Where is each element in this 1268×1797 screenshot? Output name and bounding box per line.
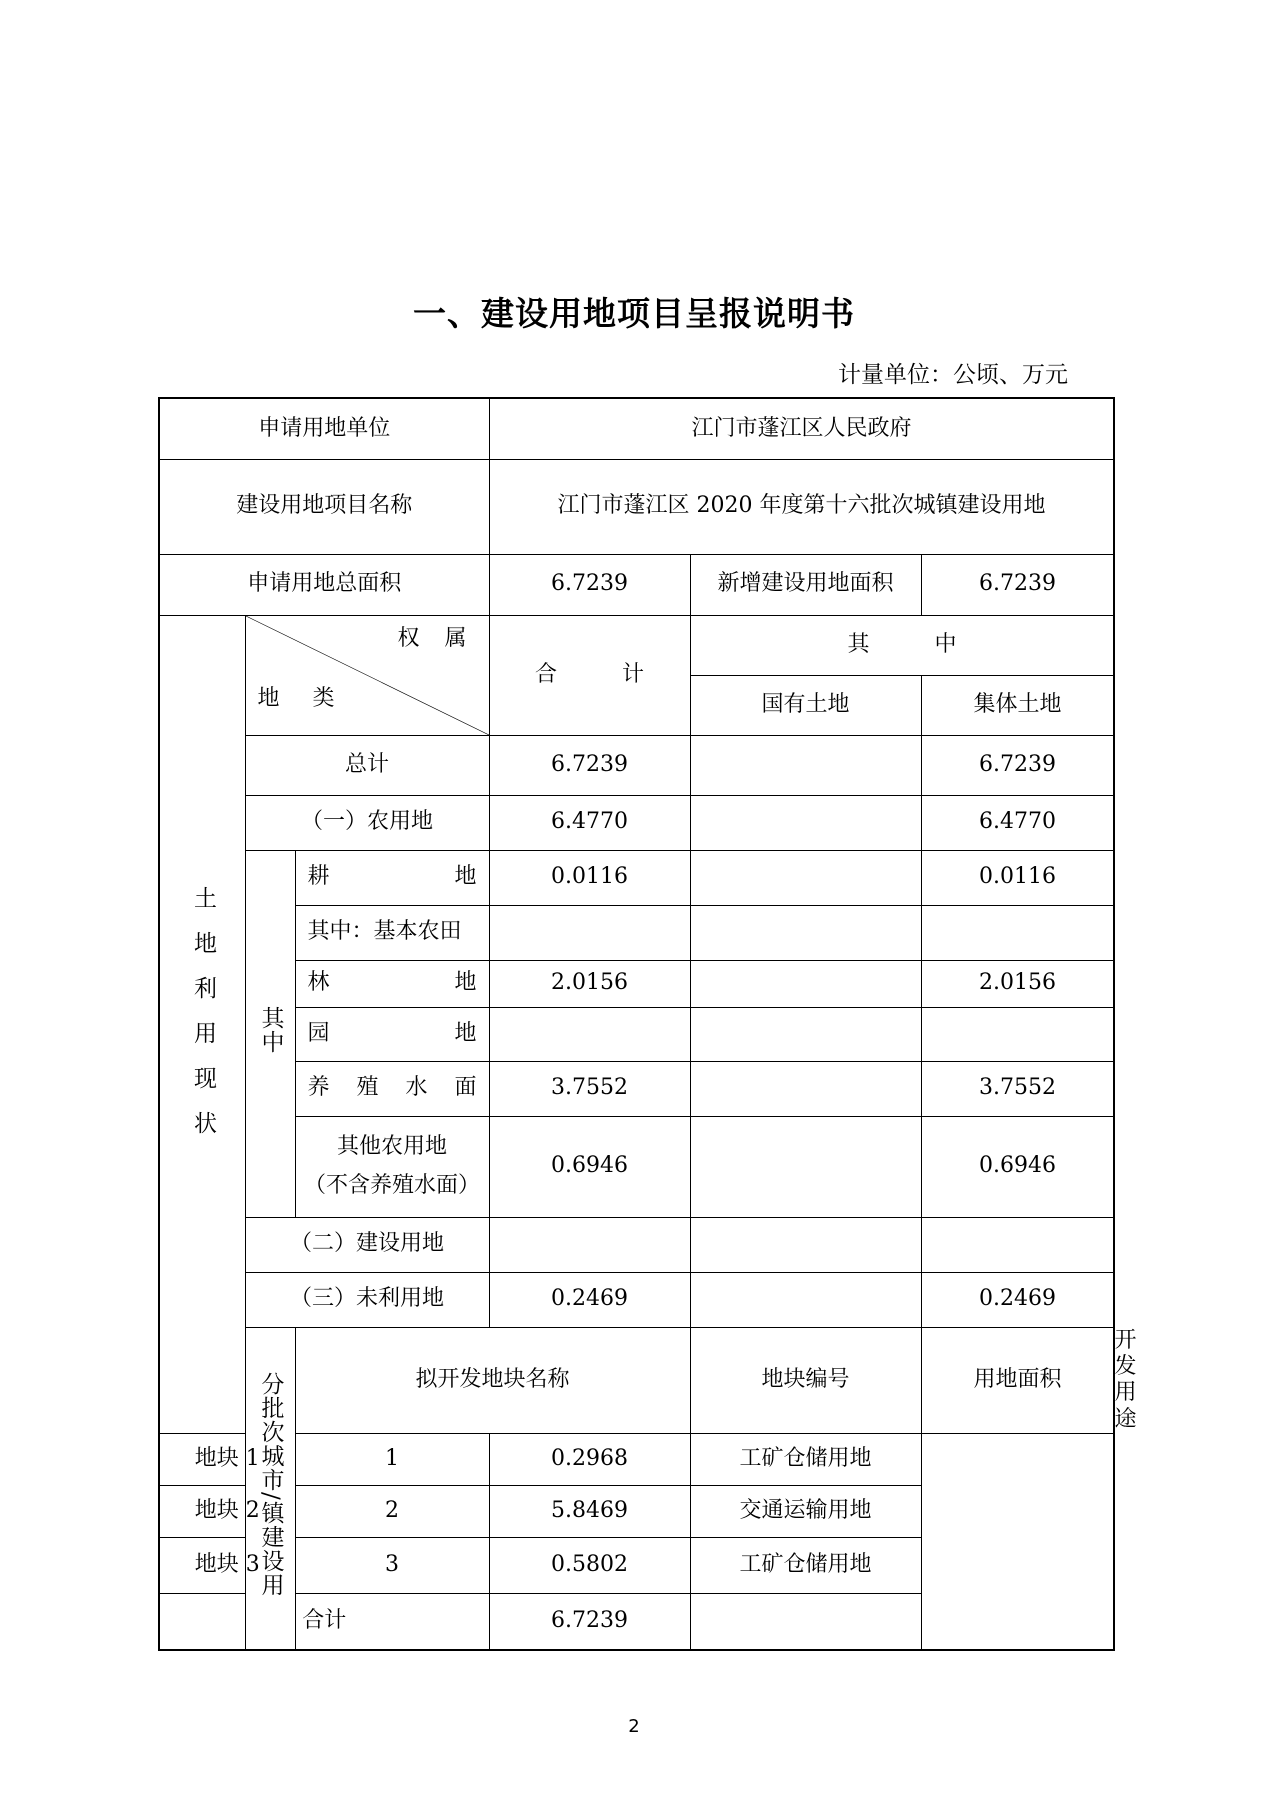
row-state xyxy=(690,1272,921,1327)
plot-code: 2 xyxy=(295,1486,489,1538)
table-row xyxy=(159,795,1114,850)
page-number: 2 xyxy=(628,1716,640,1737)
new-area-value: 6.7239 xyxy=(921,554,1114,615)
row-sum xyxy=(489,1217,690,1272)
row-label: （一）农用地 xyxy=(245,795,489,850)
plot-area: 0.5802 xyxy=(489,1538,690,1594)
row-label: 其他农用地 （不含养殖水面） xyxy=(295,1116,489,1217)
among-label: 其中 xyxy=(257,1005,284,1054)
header-total: 合 计 xyxy=(489,615,690,735)
row-sum: 3.7552 xyxy=(489,1061,690,1116)
plot-code: 3 xyxy=(295,1538,489,1594)
land-use-table xyxy=(158,397,1137,1651)
row-label: 耕 地 xyxy=(295,850,489,905)
batch-total-use xyxy=(690,1594,921,1650)
plot-name: 地块 3 xyxy=(159,1538,295,1594)
plot-use: 交通运输用地 xyxy=(690,1486,921,1538)
new-area-label: 新增建设用地面积 xyxy=(690,554,921,615)
plot-area: 5.8469 xyxy=(489,1486,690,1538)
header-among: 其 中 xyxy=(690,615,1114,675)
row-state xyxy=(690,1116,921,1217)
plot-use: 工矿仓储用地 xyxy=(690,1434,921,1486)
diagonal-header-cell xyxy=(245,615,489,735)
row-sum: 0.2469 xyxy=(489,1272,690,1327)
row-state xyxy=(690,1007,921,1061)
table-row xyxy=(159,1594,1114,1650)
row-sum xyxy=(489,1007,690,1061)
applicant-value: 江门市蓬江区人民政府 xyxy=(489,398,1114,459)
among-label-cell xyxy=(245,850,295,1217)
row-label: 养 殖 水 面 xyxy=(295,1061,489,1116)
batch-total-area: 6.7239 xyxy=(489,1594,690,1650)
plot-code: 1 xyxy=(295,1434,489,1486)
total-area-value: 6.7239 xyxy=(489,554,690,615)
land-use-side-label xyxy=(159,615,245,1434)
row-label: 总计 xyxy=(245,735,489,795)
table-row xyxy=(159,850,1114,905)
project-value: 江门市蓬江区 2020 年度第十六批次城镇建设用地 xyxy=(489,459,1114,554)
row-label: 园 地 xyxy=(295,1007,489,1061)
table-row xyxy=(159,905,1114,960)
table-row xyxy=(159,398,1114,459)
row-collective: 6.7239 xyxy=(921,735,1114,795)
table-row xyxy=(159,1434,1114,1486)
table-row xyxy=(159,735,1114,795)
row-sum: 2.0156 xyxy=(489,960,690,1007)
project-label: 建设用地项目名称 xyxy=(159,459,489,554)
table-row: 分批次城市/镇建设用 拟开发地块名称 地块编号 用地面积 开发用途 xyxy=(159,1327,1114,1434)
row-collective: 6.4770 xyxy=(921,795,1114,850)
row-sum: 6.4770 xyxy=(489,795,690,850)
row-sum xyxy=(489,905,690,960)
row-sum: 0.0116 xyxy=(489,850,690,905)
batch-header-area: 用地面积 xyxy=(921,1327,1114,1434)
header-ownership: 权 属 xyxy=(397,625,467,651)
batch-total-label: 合计 xyxy=(159,1594,489,1650)
table-row xyxy=(159,554,1114,615)
row-label: （三）未利用地 xyxy=(245,1272,489,1327)
row-collective: 3.7552 xyxy=(921,1061,1114,1116)
row-state xyxy=(690,1217,921,1272)
batch-header-name: 拟开发地块名称 xyxy=(295,1327,690,1434)
table-row xyxy=(159,1061,1114,1116)
row-collective: 0.6946 xyxy=(921,1116,1114,1217)
batch-side-text: 分批次城市/镇建设用 xyxy=(257,1371,284,1597)
plot-name: 地块 1 xyxy=(159,1434,295,1486)
row-state xyxy=(690,735,921,795)
table-row xyxy=(159,1217,1114,1272)
table-row xyxy=(159,1007,1114,1061)
table-row xyxy=(159,1538,1114,1594)
row-sum: 6.7239 xyxy=(489,735,690,795)
row-collective: 2.0156 xyxy=(921,960,1114,1007)
row-state xyxy=(690,960,921,1007)
row-label: （二）建设用地 xyxy=(245,1217,489,1272)
table-row xyxy=(159,1486,1114,1538)
page-title: 一、建设用地项目呈报说明书 xyxy=(413,294,855,333)
header-landtype: 地 类 xyxy=(257,686,335,712)
unit-label: 计量单位：公顷、万元 xyxy=(838,362,1068,388)
row-label: 林 地 xyxy=(295,960,489,1007)
row-collective: 0.2469 xyxy=(921,1272,1114,1327)
table-row xyxy=(159,1116,1114,1217)
row-state xyxy=(690,905,921,960)
plot-use: 工矿仓储用地 xyxy=(690,1538,921,1594)
batch-header-code: 地块编号 xyxy=(690,1327,921,1434)
row-collective xyxy=(921,1007,1114,1061)
row-state xyxy=(690,795,921,850)
row-collective: 0.0116 xyxy=(921,850,1114,905)
land-use-side-text: 土地利用现状 xyxy=(190,885,217,1156)
row-label: 其中：基本农田 xyxy=(295,905,489,960)
applicant-label: 申请用地单位 xyxy=(159,398,489,459)
table-row xyxy=(159,615,1114,675)
row-collective xyxy=(921,905,1114,960)
plot-name: 地块 2 xyxy=(159,1486,295,1538)
header-collective-land: 集体土地 xyxy=(921,675,1114,735)
plot-area: 0.2968 xyxy=(489,1434,690,1486)
table-row xyxy=(159,960,1114,1007)
row-state xyxy=(690,1061,921,1116)
header-state-land: 国有土地 xyxy=(690,675,921,735)
total-area-label: 申请用地总面积 xyxy=(159,554,489,615)
row-sum: 0.6946 xyxy=(489,1116,690,1217)
row-collective xyxy=(921,1217,1114,1272)
table-row xyxy=(159,459,1114,554)
table-row xyxy=(159,1272,1114,1327)
row-state xyxy=(690,850,921,905)
